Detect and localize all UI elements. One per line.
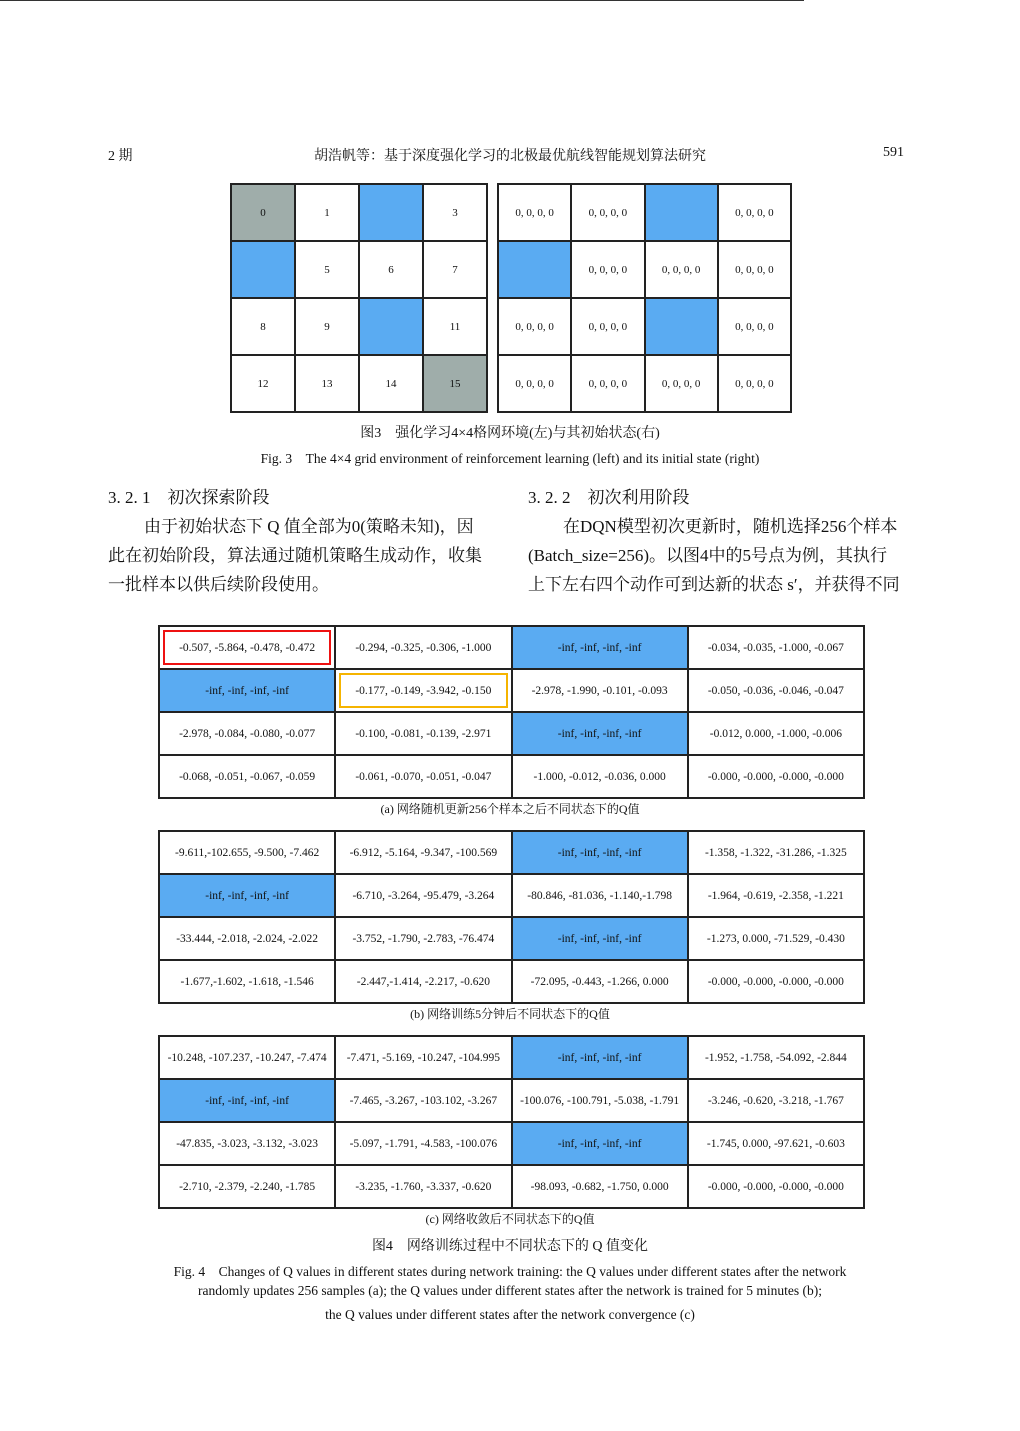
paragraph-line: (Batch_size=256)。以图4中的5号点为例，其执行 xyxy=(528,546,887,565)
state-cell: 0, 0, 0, 0 xyxy=(571,184,644,241)
q-value-cell: -5.097, -1.791, -4.583, -100.076 xyxy=(335,1122,511,1165)
obstacle-q-cell: -inf, -inf, -inf, -inf xyxy=(512,831,688,874)
state-cell: 0, 0, 0, 0 xyxy=(498,355,571,412)
q-table-b-caption: (b) 网络训练5分钟后不同状态下的Q值 xyxy=(410,1007,610,1021)
q-value-cell: -100.076, -100.791, -5.038, -1.791 xyxy=(512,1079,688,1122)
state-cell: 0, 0, 0, 0 xyxy=(718,355,791,412)
grid-cell: 7 xyxy=(423,241,487,298)
q-value-cell: -1.000, -0.012, -0.036, 0.000 xyxy=(512,755,688,798)
q-value-cell: -1.745, 0.000, -97.621, -0.603 xyxy=(688,1122,864,1165)
fig4-caption-en: the Q values under different states after the network convergence (c) xyxy=(325,1307,695,1322)
header-rule xyxy=(0,0,804,1)
paragraph-line: 由于初始状态下 Q 值全部为0(策略未知)，因 xyxy=(144,517,474,536)
q-value-cell: -0.000, -0.000, -0.000, -0.000 xyxy=(688,1165,864,1208)
q-value-cell: -7.471, -5.169, -10.247, -104.995 xyxy=(335,1036,511,1079)
obstacle-q-cell: -inf, -inf, -inf, -inf xyxy=(512,1036,688,1079)
state-cell: 0, 0, 0, 0 xyxy=(718,184,791,241)
state-cell: 0, 0, 0, 0 xyxy=(645,241,718,298)
grid-environment xyxy=(230,183,488,413)
grid-cell: 1 xyxy=(295,184,359,241)
obstacle-q-cell: -inf, -inf, -inf, -inf xyxy=(159,874,335,917)
grid-initial-state xyxy=(497,183,792,413)
q-value-cell: -0.061, -0.070, -0.051, -0.047 xyxy=(335,755,511,798)
obstacle-cell xyxy=(359,298,423,355)
state-cell: 0, 0, 0, 0 xyxy=(498,184,571,241)
fig4-caption-en: Fig. 4 Changes of Q values in different states during network training: the Q values under different states after the network xyxy=(173,1264,847,1279)
obstacle-q-cell: -inf, -inf, -inf, -inf xyxy=(512,626,688,669)
obstacle-q-cell: -inf, -inf, -inf, -inf xyxy=(159,1079,335,1122)
state-cell: 0, 0, 0, 0 xyxy=(571,241,644,298)
page-number: 591 xyxy=(883,145,904,160)
q-value-cell: -47.835, -3.023, -3.132, -3.023 xyxy=(159,1122,335,1165)
q-value-cell: -6.912, -5.164, -9.347, -100.569 xyxy=(335,831,511,874)
q-value-cell: -0.507, -5.864, -0.478, -0.472 xyxy=(159,626,335,669)
q-value-cell: -0.050, -0.036, -0.046, -0.047 xyxy=(688,669,864,712)
obstacle-cell xyxy=(645,184,718,241)
q-value-cell: -3.235, -1.760, -3.337, -0.620 xyxy=(335,1165,511,1208)
paragraph-line: 此在初始阶段，算法通过随机策略生成动作，收集 xyxy=(108,546,482,565)
state-cell: 0, 0, 0, 0 xyxy=(645,355,718,412)
obstacle-cell xyxy=(645,298,718,355)
q-value-cell: -1.358, -1.322, -31.286, -1.325 xyxy=(688,831,864,874)
grid-cell: 5 xyxy=(295,241,359,298)
grid-cell: 9 xyxy=(295,298,359,355)
paragraph-line: 上下左右四个动作可到达新的状态 s′，并获得不同 xyxy=(528,575,900,594)
q-value-cell: -0.000, -0.000, -0.000, -0.000 xyxy=(688,755,864,798)
obstacle-q-cell: -inf, -inf, -inf, -inf xyxy=(159,669,335,712)
grid-cell: 3 xyxy=(423,184,487,241)
state-cell: 0, 0, 0, 0 xyxy=(571,298,644,355)
grid-cell: 14 xyxy=(359,355,423,412)
obstacle-q-cell: -inf, -inf, -inf, -inf xyxy=(512,1122,688,1165)
state-cell: 0, 0, 0, 0 xyxy=(718,241,791,298)
q-value-cell: -33.444, -2.018, -2.024, -2.022 xyxy=(159,917,335,960)
grid-cell: 15 xyxy=(423,355,487,412)
q-value-cell: -0.000, -0.000, -0.000, -0.000 xyxy=(688,960,864,1003)
q-value-cell: -1.952, -1.758, -54.092, -2.844 xyxy=(688,1036,864,1079)
fig3-caption-cn: 图3 强化学习4×4格网环境(左)与其初始状态(右) xyxy=(360,426,660,441)
paragraph-line: 一批样本以供后续阶段使用。 xyxy=(108,575,329,594)
q-value-cell: -2.978, -0.084, -0.080, -0.077 xyxy=(159,712,335,755)
fig3-caption-en: Fig. 3 The 4×4 grid environment of reinforcement learning (left) and its initial state (right) xyxy=(260,451,760,466)
q-value-cell: -6.710, -3.264, -95.479, -3.264 xyxy=(335,874,511,917)
q-value-cell: -72.095, -0.443, -1.266, 0.000 xyxy=(512,960,688,1003)
obstacle-q-cell: -inf, -inf, -inf, -inf xyxy=(512,917,688,960)
obstacle-cell xyxy=(359,184,423,241)
q-value-cell: -98.093, -0.682, -1.750, 0.000 xyxy=(512,1165,688,1208)
q-table-b xyxy=(158,830,865,1004)
q-value-cell: -0.034, -0.035, -1.000, -0.067 xyxy=(688,626,864,669)
q-value-cell: -80.846, -81.036, -1.140,-1.798 xyxy=(512,874,688,917)
q-value-cell: -2.447,-1.414, -2.217, -0.620 xyxy=(335,960,511,1003)
q-value-cell: -3.246, -0.620, -3.218, -1.767 xyxy=(688,1079,864,1122)
q-value-cell: -0.012, 0.000, -1.000, -0.006 xyxy=(688,712,864,755)
state-cell: 0, 0, 0, 0 xyxy=(571,355,644,412)
q-value-cell: -10.248, -107.237, -10.247, -7.474 xyxy=(159,1036,335,1079)
running-title: 胡浩帆等：基于深度强化学习的北极最优航线智能规划算法研究 xyxy=(314,149,706,164)
q-value-cell: -9.611,-102.655, -9.500, -7.462 xyxy=(159,831,335,874)
q-table-c xyxy=(158,1035,865,1209)
grid-cell: 0 xyxy=(231,184,295,241)
fig4-caption-en: randomly updates 256 samples (a); the Q values under different states after the network is trained for 5 minutes (b); xyxy=(198,1283,822,1298)
q-value-cell: -0.100, -0.081, -0.139, -2.971 xyxy=(335,712,511,755)
q-value-cell: -1.964, -0.619, -2.358, -1.221 xyxy=(688,874,864,917)
section-heading-322: 3. 2. 2 初次利用阶段 xyxy=(528,488,690,507)
q-value-cell: -3.752, -1.790, -2.783, -76.474 xyxy=(335,917,511,960)
q-value-cell: -0.294, -0.325, -0.306, -1.000 xyxy=(335,626,511,669)
q-value-cell: -0.068, -0.051, -0.067, -0.059 xyxy=(159,755,335,798)
grid-cell: 6 xyxy=(359,241,423,298)
grid-cell: 12 xyxy=(231,355,295,412)
q-table-a-caption: (a) 网络随机更新256个样本之后不同状态下的Q值 xyxy=(380,802,640,816)
section-heading-321: 3. 2. 1 初次探索阶段 xyxy=(108,488,270,507)
q-value-cell: -0.177, -0.149, -3.942, -0.150 xyxy=(335,669,511,712)
q-table-c-caption: (c) 网络收敛后不同状态下的Q值 xyxy=(425,1212,595,1226)
paragraph-line: 在DQN模型初次更新时，随机选择256个样本 xyxy=(563,517,898,536)
state-cell: 0, 0, 0, 0 xyxy=(718,298,791,355)
fig4-caption-cn: 图4 网络训练过程中不同状态下的 Q 值变化 xyxy=(371,1239,649,1254)
q-value-cell: -1.273, 0.000, -71.529, -0.430 xyxy=(688,917,864,960)
obstacle-cell xyxy=(231,241,295,298)
grid-cell: 13 xyxy=(295,355,359,412)
obstacle-q-cell: -inf, -inf, -inf, -inf xyxy=(512,712,688,755)
q-table-a xyxy=(158,625,865,799)
q-value-cell: -2.710, -2.379, -2.240, -1.785 xyxy=(159,1165,335,1208)
q-value-cell: -2.978, -1.990, -0.101, -0.093 xyxy=(512,669,688,712)
q-value-cell: -7.465, -3.267, -103.102, -3.267 xyxy=(335,1079,511,1122)
grid-cell: 11 xyxy=(423,298,487,355)
issue-number: 2 期 xyxy=(108,149,133,164)
q-value-cell: -1.677,-1.602, -1.618, -1.546 xyxy=(159,960,335,1003)
obstacle-cell xyxy=(498,241,571,298)
state-cell: 0, 0, 0, 0 xyxy=(498,298,571,355)
grid-cell: 8 xyxy=(231,298,295,355)
